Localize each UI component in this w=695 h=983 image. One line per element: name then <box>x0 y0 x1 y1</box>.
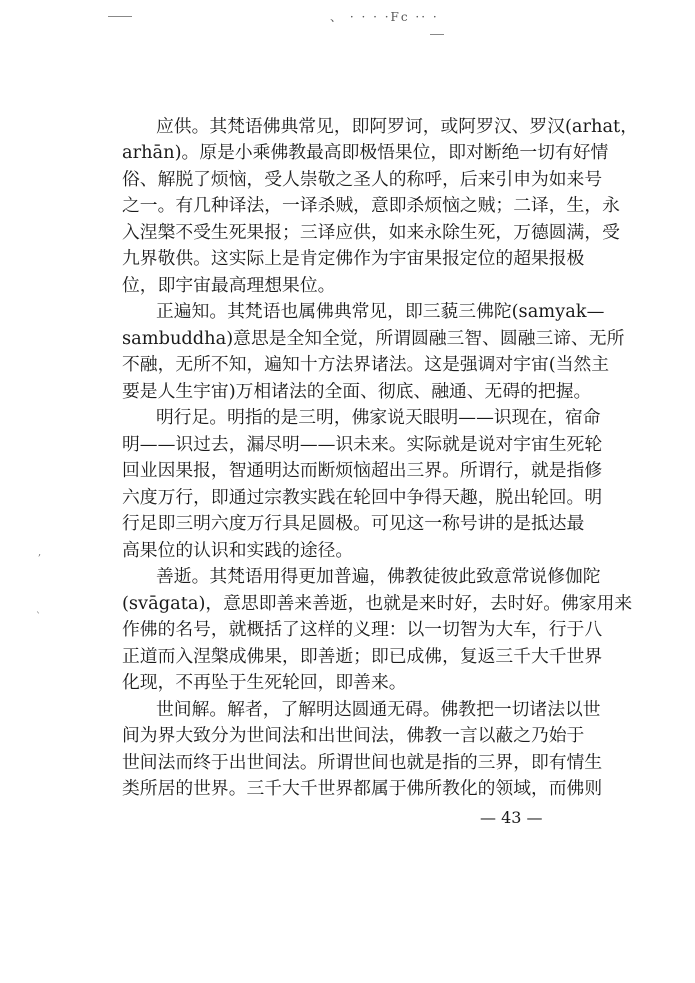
text-line: 要是人生宇宙)万相诸法的全面、彻底、融通、无碍的把握。 <box>122 381 592 402</box>
text-line: 世间法而终于出世间法。所谓世间也就是指的三界，即有情生 <box>122 752 603 773</box>
text-line: sambuddha)意思是全知全觉，所谓圆融三智、圆融三谛、无所 <box>122 328 625 349</box>
text-line: 善逝。其梵语用得更加普遍，佛教徒彼此致意常说修伽陀 <box>156 566 601 587</box>
text-line: 六度万行，即通过宗教实践在轮回中争得天趣，脱出轮回。明 <box>122 487 603 508</box>
text-line: 九界敬供。这实际上是肯定佛作为宇宙果报定位的超果报极 <box>122 248 585 269</box>
text-line: 明——识过去，漏尽明——识未来。实际就是说对宇宙生死轮 <box>122 434 603 455</box>
text-line: 明行足。明指的是三明，佛家说天眼明——识现在，宿命 <box>156 407 601 428</box>
text-line: 高果位的认识和实践的途径。 <box>122 540 354 561</box>
text-line: 化现，不再坠于生死轮回，即善来。 <box>122 672 407 693</box>
text-line: 位，即宇宙最高理想果位。 <box>122 275 336 296</box>
header-dash-left <box>108 16 132 17</box>
running-header: 、 · · · ·Fc ·· · <box>330 10 439 24</box>
text-line: 应供。其梵语佛典常见，即阿罗诃，或阿罗汉、罗汉(arhat， <box>156 116 638 137</box>
margin-mark: , <box>38 547 42 558</box>
text-line: 回业因果报，智通明达而断烦恼超出三界。所谓行，就是指修 <box>122 460 603 481</box>
text-line: 正遍知。其梵语也属佛典常见，即三藐三佛陀(samyak— <box>156 301 605 322</box>
text-line: 之一。有几种译法，一译杀贼，意即杀烦恼之贼；二译，生，永 <box>122 195 620 216</box>
text-line: arhān)。原是小乘佛教最高即极悟果位，即对断绝一切有好情 <box>122 142 609 163</box>
text-line: 世间解。解者，了解明达圆通无碍。佛教把一切诸法以世 <box>156 699 601 720</box>
page-number: — 43 — <box>480 808 543 827</box>
text-line: 类所居的世界。三千大千世界都属于佛所教化的领域，而佛则 <box>122 778 603 799</box>
text-line: 间为界大致分为世间法和出世间法，佛教一言以蔽之乃始于 <box>122 725 585 746</box>
text-line: 不融，无所不知，遍知十方法界诸法。这是强调对宇宙(当然主 <box>122 354 610 375</box>
text-line: 俗、解脱了烦恼，受人崇敬之圣人的称呼，后来引申为如来号 <box>122 169 603 190</box>
margin-mark: ` <box>36 612 41 623</box>
header-dash-right <box>430 34 444 35</box>
text-line: 正道而入涅槃成佛果，即善逝；即已成佛，复返三千大千世界 <box>122 646 603 667</box>
text-line: 作佛的名号，就概括了这样的义理：以一切智为大车，行于八 <box>122 619 603 640</box>
text-line: (svāgata)，意思即善来善逝，也就是来时好，去时好。佛家用来 <box>122 593 633 614</box>
text-line: 入涅槃不受生死果报；三译应供，如来永除生死，万德圆满，受 <box>122 222 620 243</box>
text-line: 行足即三明六度万行具足圆极。可见这一称号讲的是抵达最 <box>122 513 585 534</box>
